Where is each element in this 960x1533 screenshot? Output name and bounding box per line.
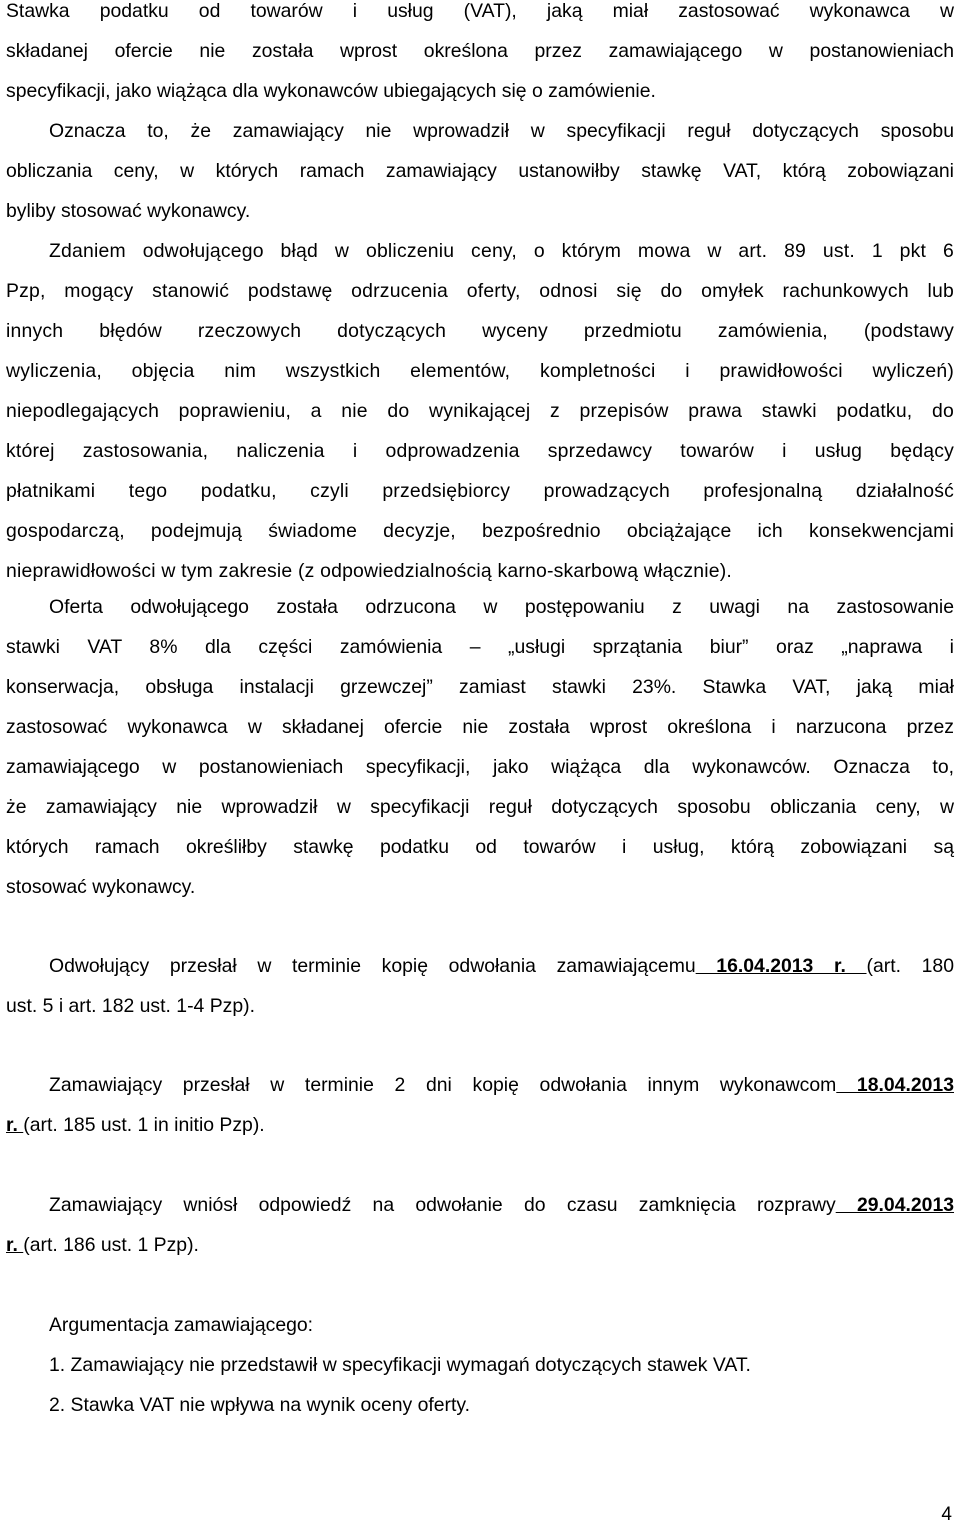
text-line: byliby stosować wykonawcy. xyxy=(6,200,251,222)
text-line: zastosować wykonawca w składanej ofercie nie została wprost określona i narzucona przez xyxy=(6,716,954,738)
page-number: 4 xyxy=(941,1504,952,1525)
date-text: r. xyxy=(6,1234,24,1256)
paragraph-vat-rate xyxy=(6,0,954,231)
text-line: stawki VAT 8% dla części zamówienia – „usługi sprzątania biur” oraz „naprawa i xyxy=(6,636,954,658)
section-heading: Argumentacja zamawiającego: xyxy=(49,1314,314,1336)
date-text: 29.04.2013 xyxy=(835,1194,955,1216)
text-line: stosować wykonawcy. xyxy=(6,876,196,898)
text-line: płatnikami tego podatku, czyli przedsiębiorcy prowadzących profesjonalną działalność xyxy=(6,480,954,502)
list-item: 2. Stawka VAT nie wpływa na wynik oceny oferty. xyxy=(49,1394,471,1416)
argumentation-section xyxy=(6,1305,954,1425)
paragraph-appeal-copy-sent xyxy=(6,946,954,1026)
paragraph-copy-to-contractors xyxy=(6,1065,954,1145)
list-item: 1. Zamawiający nie przedstawił w specyfikacji wymagań dotyczących stawek VAT. xyxy=(49,1354,751,1376)
text-line: Oferta odwołującego została odrzucona w postępowaniu z uwagi na zastosowanie xyxy=(49,596,954,618)
text-line: Zamawiający wniósł odpowiedź na odwołanie do czasu zamknięcia rozprawy 29.04.2013 xyxy=(49,1194,955,1216)
text-line: innych błędów rzeczowych dotyczących wyceny przedmiotu zamówienia, (podstawy xyxy=(6,320,954,342)
date-text: 16.04.2013 r. xyxy=(695,955,867,977)
paragraph-response-filed xyxy=(6,1185,954,1265)
text-line: specyfikacji, jako wiążąca dla wykonawców ubiegających się o zamówienie. xyxy=(6,80,656,102)
date-text: 18.04.2013 xyxy=(836,1074,954,1096)
text-line: konserwacja, obsługa instalacji grzewczej” zamiast stawki 23%. Stawka VAT, jaką miał xyxy=(6,676,954,698)
text-line: składanej ofercie nie została wprost określona przez zamawiającego w postanowieniach xyxy=(6,40,954,62)
text-line: zamawiającego w postanowieniach specyfikacji, jako wiążąca dla wykonawców. Oznacza to, xyxy=(6,756,954,778)
text-line: że zamawiający nie wprowadził w specyfikacji reguł dotyczących sposobu obliczania ceny, w xyxy=(6,796,954,818)
paragraph-offer-rejected xyxy=(6,587,954,907)
text-line: gospodarczą, podejmują świadome decyzje, bezpośrednio obciążające ich konsekwencjami xyxy=(6,520,954,542)
text-line: Oznacza to, że zamawiający nie wprowadził w specyfikacji reguł dotyczących sposobu xyxy=(49,120,954,142)
paragraph-appellant-opinion xyxy=(6,231,954,591)
text-line: r. (art. 185 ust. 1 in initio Pzp). xyxy=(6,1114,265,1136)
text-line: których ramach określiłby stawkę podatku od towarów i usług, którą zobowiązani są xyxy=(6,836,954,858)
text-line: niepodlegających poprawieniu, a nie do wynikającej z przepisów prawa stawki podatku, do xyxy=(6,400,954,422)
text-line: Stawka podatku od towarów i usług (VAT), jaką miał zastosować wykonawca w xyxy=(6,0,954,22)
text-line: Zdaniem odwołującego błąd w obliczeniu ceny, o którym mowa w art. 89 ust. 1 pkt 6 xyxy=(49,240,954,262)
text-line: r. (art. 186 ust. 1 Pzp). xyxy=(6,1234,199,1256)
text-line: wyliczenia, objęcia nim wszystkich elementów, kompletności i prawidłowości wyliczeń) xyxy=(6,360,954,382)
text-line: ust. 5 i art. 182 ust. 1-4 Pzp). xyxy=(6,995,255,1017)
date-text: r. xyxy=(6,1114,24,1136)
text-line: nieprawidłowości w tym zakresie (z odpowiedzialnością karno-skarbową włącznie). xyxy=(6,560,733,582)
text-line: Zamawiający przesłał w terminie 2 dni kopię odwołania innym wykonawcom 18.04.2013 xyxy=(49,1074,954,1096)
text-line: Odwołujący przesłał w terminie kopię odwołania zamawiającemu 16.04.2013 r. (art. 180 xyxy=(49,955,954,977)
text-line: Pzp, mogący stanowić podstawę odrzucenia oferty, odnosi się do omyłek rachunkowych lub xyxy=(6,280,954,302)
text-line: obliczania ceny, w których ramach zamawiający ustanowiłby stawkę VAT, którą zobowiązani xyxy=(6,160,954,182)
text-line: której zastosowania, naliczenia i odprowadzenia sprzedawcy towarów i usług będący xyxy=(6,440,954,462)
